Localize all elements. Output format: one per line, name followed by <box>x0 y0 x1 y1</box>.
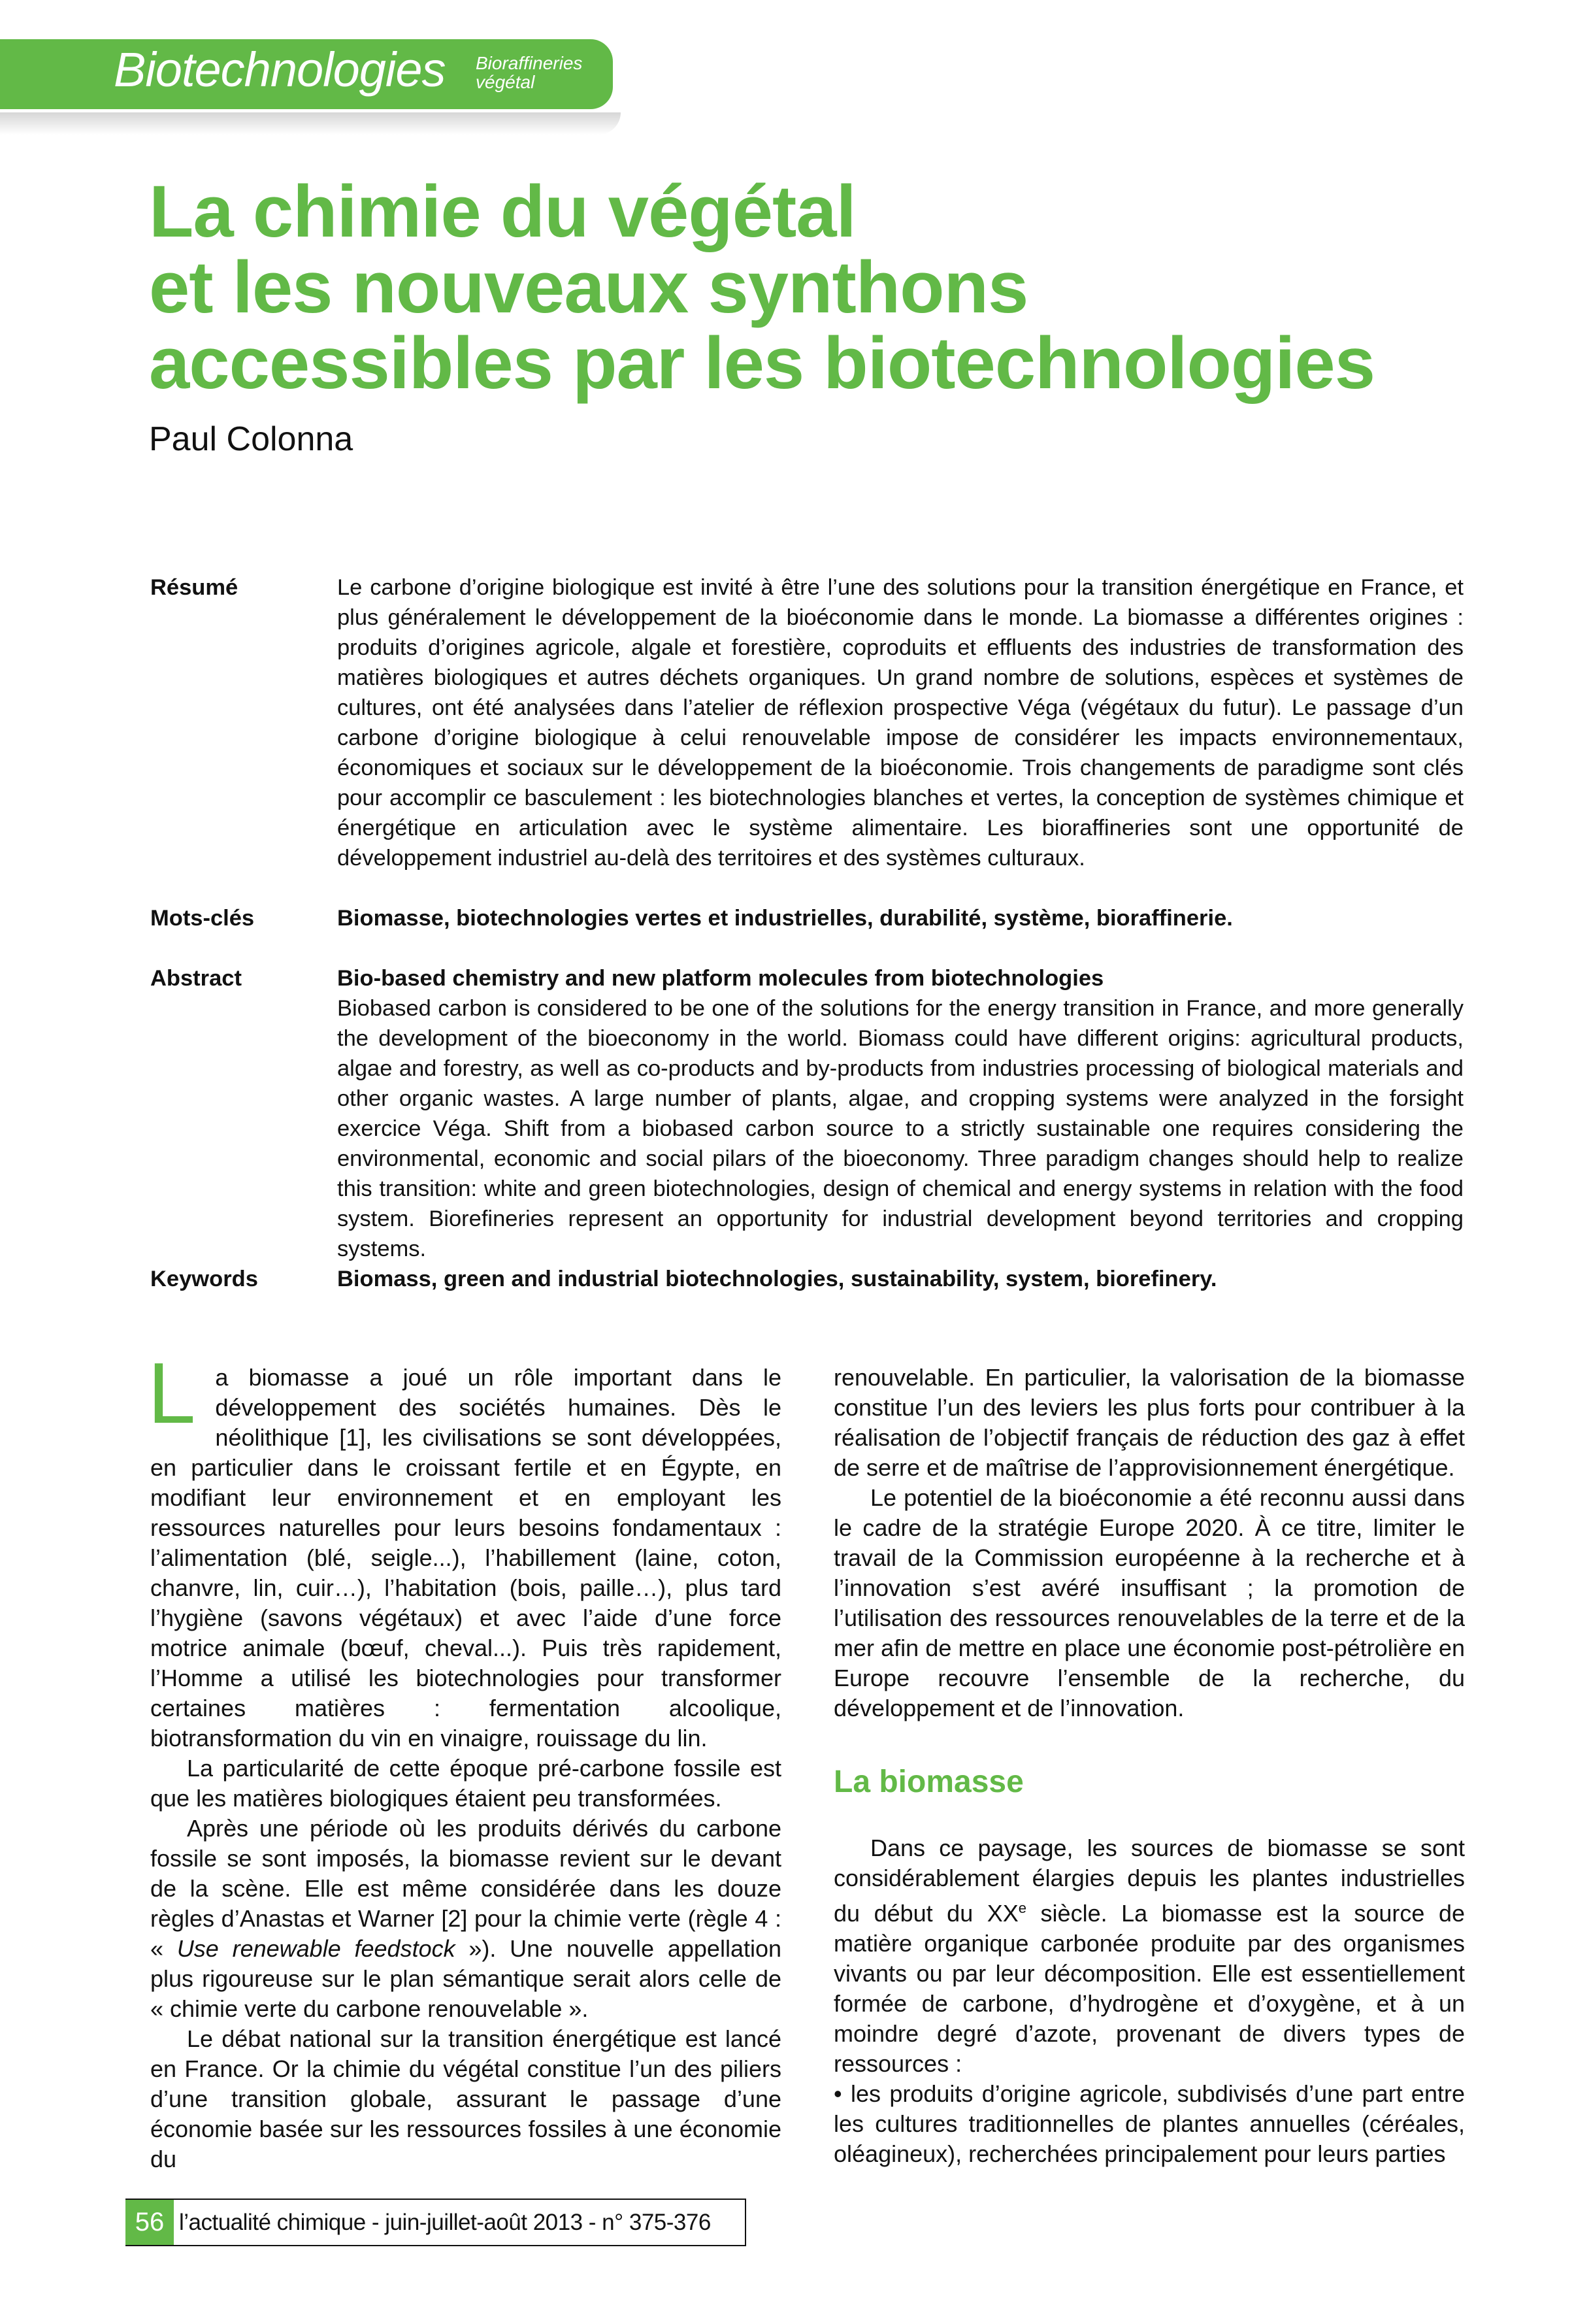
abstract-block <box>150 963 1464 1264</box>
abstract-label: Abstract <box>150 966 242 991</box>
article-title <box>149 171 1456 404</box>
resume-label: Résumé <box>150 575 238 600</box>
drop-cap: L <box>148 1345 196 1441</box>
keywords-text: Biomass, green and industrial biotechnologies, sustainability, system, biorefinery. <box>337 1267 1217 1291</box>
body-paragraph: La particularité de cette époque pré-carbone fossile est que les matières biologiques étaient peu transformées. <box>150 1755 781 1812</box>
title-line-2: et les nouveaux synthons <box>149 246 1028 328</box>
rubric-subtitle-line2: végétal <box>476 72 535 93</box>
abstract-text: Biobased carbon is considered to be one of the solutions for the energy transition in France, and more generally the development of the bioeconomy in the world. Biomass could have different origins: agricultural products, algae and forestry, as well as co-products and by-products from industries processing of biological materials and other organic wastes. A large number of plants, algae, and cropping systems were analyzed in the forsight exercice Véga. Shift from a biobased carbon source to a strictly sustainable one requires considering the environmental, economic and social pilars of the bioeconomy. Three paradigm changes should help to realize this transition: white and green biotechnologies, design of chemical and energy systems in relation with the food system. Biorefineries represent an opportunity for industrial development beyond territories and cropping systems. <box>337 996 1464 1261</box>
rubric-shadow <box>0 112 621 135</box>
body-paragraph: renouvelable. En particulier, la valorisation de la biomasse constitue l’un des leviers les plus forts pour contribuer à la réalisation de l’objectif français de réduction des gaz à effet de serre et de maîtrise de l’approvisionnement énergétique. <box>834 1364 1465 1481</box>
section-heading: La biomasse <box>834 1765 1024 1799</box>
mots-cles-label: Mots-clés <box>150 906 255 931</box>
body-paragraph: Le débat national sur la transition énergétique est lancé en France. Or la chimie du végétal constitue l’un des piliers d’une transition globale, assurant le passage d’une économie basée sur les ressources fossiles à une économie du <box>150 2025 781 2172</box>
rubric-subtitle <box>476 54 582 92</box>
keywords-label: Keywords <box>150 1267 258 1291</box>
mots-cles-block <box>150 903 1464 933</box>
page-footer <box>125 2199 746 2246</box>
resume-block <box>150 573 1464 873</box>
rubric-title: Biotechnologies <box>114 42 446 97</box>
body-paragraph: La biomasse a joué un rôle important dans le développement des sociétés humaines. Dès le néolithique [1], les civilisations se sont développées, en particulier dans le croissant fertile et en Égypte, en modifiant leur environnement et en employant les ressources naturelles pour leurs besoins fondamentaux : l’alimentation (blé, seigle...), l’habillement (laine, coton, chanvre, lin, cuir…), l’habitation (bois, paille…), plus tard l’hygiène (savons végétaux) et avec l’aide d’une force motrice animale (bœuf, cheval...). Puis très rapidement, l’Homme a utilisé les biotechnologies pour transformer certaines matières : fermentation alcoolique, biotransformation du vin en vinaigre, rouissage du lin. <box>148 1345 781 1751</box>
section-rubric-band <box>0 39 613 109</box>
body-column-right <box>834 1363 1465 2169</box>
body-column-left <box>148 1345 782 2174</box>
page-number: 56 <box>125 2200 174 2245</box>
author-name: Paul Colonna <box>149 420 353 458</box>
abstract-title: Bio-based chemistry and new platform molecules from biotechnologies <box>337 966 1104 991</box>
bullet-list-item: • les produits d’origine agricole, subdivisés d’une part entre les cultures traditionnelles de plantes annuelles (céréales, oléagineux), recherchées principalement pour leurs parties <box>834 2080 1465 2167</box>
title-line-3: accessibles par les biotechnologies <box>149 322 1375 404</box>
mots-cles-text: Biomasse, biotechnologies vertes et industrielles, durabilité, système, bioraffinerie. <box>337 906 1233 931</box>
body-paragraph: Dans ce paysage, les sources de biomasse se sont considérablement élargies depuis les plantes industrielles du début du XXe siècle. La biomasse est la source de matière organique carbonée produite par des organismes vivants ou par leur décomposition. Elle est essentiellement formée de carbone, d’hydrogène et d’oxygène, et à un moindre degré d’azote, provenant de divers types de ressources : <box>834 1834 1466 2077</box>
body-paragraph: Le potentiel de la bioéconomie a été reconnu aussi dans le cadre de la stratégie Europe 2020. À ce titre, limiter le travail de la Commission européenne à la recherche et à l’innovation s’est avéré insuffisant ; la promotion de l’utilisation des ressources renouvelables de la terre et de la mer afin de mettre en place une économie post-pétrolière en Europe recouvre l’ensemble de la recherche, du développement et de l’innovation. <box>834 1484 1465 1721</box>
title-line-1: La chimie du végétal <box>149 171 856 252</box>
body-paragraph: Après une période où les produits dérivés du carbone fossile se sont imposés, la biomasse revient sur le devant de la scène. Elle est même considérée dans les douze règles d’Anastas et Warner [2] pour la chimie verte (règle 4 : « Use renewable feedstock »). Une nouvelle appellation plus rigoureuse sur le plan sémantique serait alors celle de « chimie verte du carbone renouvelable ». <box>150 1815 782 2022</box>
keywords-block <box>150 1264 1464 1294</box>
rubric-subtitle-line1: Bioraffineries <box>476 53 583 73</box>
journal-citation: l’actualité chimique - juin-juillet-août 2013 - n° 375-376 <box>179 2209 711 2235</box>
resume-text: Le carbone d’origine biologique est invité à être l’une des solutions pour la transition énergétique en France, et plus généralement le développement de la bioéconomie dans le monde. La biomasse a différentes origines : produits d’origines agricole, algale et forestière, coproduits et effluents des industries de transformation des matières biologiques et autres déchets organiques. Un grand nombre de solutions, espèces et systèmes de cultures, ont été analysées dans l’atelier de réflexion prospective Véga (végétaux du futur). Le passage d’un carbone d’origine biologique à celui renouvelable impose de considérer les impacts environnementaux, économiques et sociaux sur le développement de la bioéconomie. Trois changements de paradigme sont clés pour accomplir ce basculement : les biotechnologies blanches et vertes, la conception de systèmes chimique et énergétique en articulation avec le système alimentaire. Les bioraffineries sont une opportunité de développement industriel au-delà des territoires et des systèmes culturaux. <box>337 575 1464 871</box>
